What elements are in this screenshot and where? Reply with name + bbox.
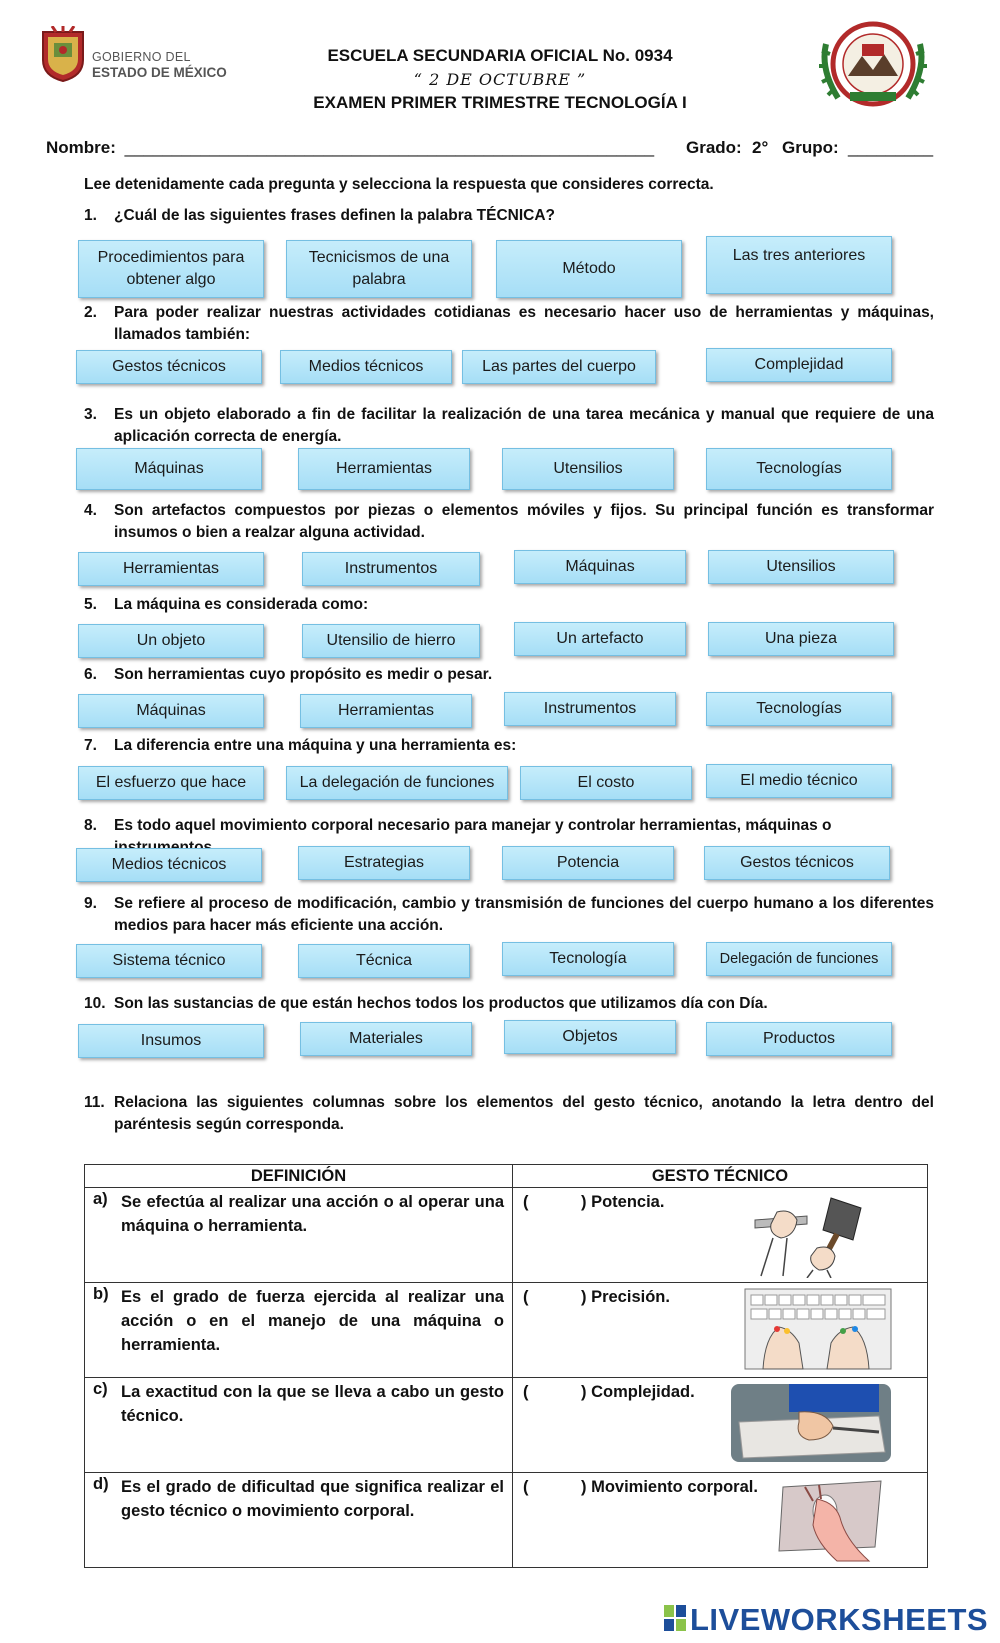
question-text: Relaciona las siguientes columnas sobre los elementos del gesto técnico, anotando la letra dentro del paréntesis según corresponda.: [114, 1094, 934, 1133]
q6-option-d[interactable]: Tecnologías: [706, 692, 892, 726]
q1-option-d[interactable]: Las tres anteriores: [706, 236, 892, 294]
question-7: [84, 735, 934, 757]
row-letter: d): [93, 1475, 109, 1493]
answer-blank[interactable]: (: [523, 1383, 529, 1401]
q3-option-a[interactable]: Máquinas: [76, 448, 262, 490]
row-letter: c): [93, 1380, 108, 1398]
row-letter: b): [93, 1285, 109, 1303]
gesture-cell: [513, 1283, 928, 1378]
grade-label: Grado:: [686, 138, 742, 157]
keyboard-hands-icon: [743, 1287, 893, 1371]
table-header-row: [85, 1165, 928, 1188]
question-number: 1.: [84, 207, 97, 224]
question-10: [84, 993, 934, 1015]
q9-option-c[interactable]: Tecnología: [502, 942, 674, 976]
definition-cell: [85, 1188, 513, 1283]
question-text: Son herramientas cuyo propósito es medir o pesar.: [114, 666, 493, 683]
question-9: [84, 893, 934, 937]
answer-blank[interactable]: (: [523, 1478, 529, 1496]
q10-option-a[interactable]: Insumos: [78, 1024, 264, 1058]
definition-cell: [85, 1473, 513, 1568]
question-number: 2.: [84, 304, 97, 321]
gesture-label: ) Potencia.: [581, 1193, 665, 1211]
question-6: [84, 664, 934, 686]
q8-option-a[interactable]: Medios técnicos: [76, 848, 262, 882]
q1-option-a[interactable]: Procedimientos para obtener algo: [78, 240, 264, 298]
gesture-cell: [513, 1188, 928, 1283]
question-1: [84, 205, 934, 227]
question-number: 9.: [84, 895, 97, 912]
q7-option-c[interactable]: El costo: [520, 766, 692, 800]
row-letter: a): [93, 1190, 108, 1208]
question-text: Son las sustancias de que están hechos todos los productos que utilizamos día con Día.: [114, 995, 768, 1012]
definition-text: La exactitud con la que se lleva a cabo un gesto técnico.: [121, 1383, 504, 1425]
question-5: [84, 594, 934, 616]
gesture-cell: [513, 1378, 928, 1473]
question-number: 3.: [84, 406, 97, 423]
q6-option-a[interactable]: Máquinas: [78, 694, 264, 728]
government-name-line1: GOBIERNO DEL: [92, 50, 191, 64]
q10-option-c[interactable]: Objetos: [504, 1020, 676, 1054]
question-text: La diferencia entre una máquina y una herramienta es:: [114, 737, 517, 754]
q4-option-d[interactable]: Utensilios: [708, 550, 894, 584]
question-text: La máquina es considerada como:: [114, 596, 369, 613]
q4-option-b[interactable]: Instrumentos: [302, 552, 480, 586]
q10-option-b[interactable]: Materiales: [300, 1022, 472, 1056]
q7-option-b[interactable]: La delegación de funciones: [286, 766, 508, 800]
q9-option-b[interactable]: Técnica: [298, 944, 470, 978]
school-name: “ 2 DE OCTUBRE ”: [413, 70, 587, 89]
sanding-hands-icon: [729, 1382, 893, 1464]
q5-option-d[interactable]: Una pieza: [708, 622, 894, 656]
question-11: [84, 1092, 934, 1136]
question-text: ¿Cuál de las siguientes frases definen la palabra TÉCNICA?: [114, 207, 556, 224]
name-field[interactable]: ________________________________________________________: [124, 138, 655, 157]
q4-option-a[interactable]: Herramientas: [78, 552, 264, 586]
question-text: Es un objeto elaborado a fin de facilitar la realización de una tarea mecánica y manual que requiere de una aplicación correcta de energía.: [114, 406, 934, 445]
liveworksheets-watermark: LIVEWORKSHEETS: [690, 1602, 989, 1637]
q7-option-a[interactable]: El esfuerzo que hace: [78, 766, 264, 800]
q8-option-b[interactable]: Estrategias: [298, 846, 470, 880]
gesture-label: ) Complejidad.: [581, 1383, 695, 1401]
question-number: 11.: [84, 1094, 105, 1111]
instructions: Lee detenidamente cada pregunta y selecciona la respuesta que consideres correcta.: [84, 176, 714, 193]
question-number: 10.: [84, 995, 106, 1012]
q4-option-c[interactable]: Máquinas: [514, 550, 686, 584]
grade-value: 2°: [752, 138, 769, 157]
q2-option-a[interactable]: Gestos técnicos: [76, 350, 262, 384]
column-header-gesture: GESTO TÉCNICO: [513, 1165, 928, 1188]
definition-text: Se efectúa al realizar una acción o al operar una máquina o herramienta.: [121, 1193, 504, 1235]
student-info-row: [46, 138, 946, 158]
q7-option-d[interactable]: El medio técnico: [706, 764, 892, 798]
question-number: 4.: [84, 502, 97, 519]
q8-option-d[interactable]: Gestos técnicos: [704, 846, 890, 880]
name-label: Nombre:: [46, 138, 116, 157]
q5-option-c[interactable]: Un artefacto: [514, 622, 686, 656]
definition-cell: [85, 1283, 513, 1378]
definition-text: Es el grado de fuerza ejercida al realizar una acción o en el manejo de una máquina o herramienta.: [121, 1288, 504, 1354]
question-number: 6.: [84, 666, 97, 683]
question-4: [84, 500, 934, 544]
gesture-label: ) Movimiento corporal.: [581, 1478, 758, 1496]
question-number: 7.: [84, 737, 97, 754]
q6-option-c[interactable]: Instrumentos: [504, 692, 676, 726]
question-text: Es todo aquel movimiento corporal necesario para manejar y controlar herramientas, máquinas o: [114, 817, 832, 834]
table-row: [85, 1473, 928, 1568]
exam-title: EXAMEN PRIMER TRIMESTRE TECNOLOGÍA I: [313, 93, 687, 112]
school-title: ESCUELA SECUNDARIA OFICIAL No. 0934: [327, 46, 673, 65]
answer-blank[interactable]: (: [523, 1288, 529, 1306]
question-text: Son artefactos compuestos por piezas o elementos móviles y fijos. Su principal función es transformar insumos o bien a realzar alguna actividad.: [114, 502, 934, 541]
table-row: [85, 1283, 928, 1378]
question-text: Para poder realizar nuestras actividades cotidianas es necesario hacer uso de herramientas y máquinas, llamados también:: [114, 304, 934, 343]
question-text: Se refiere al proceso de modificación, cambio y transmisión de funciones del cuerpo humano a los diferentes medios para hacer más eficiente una acción.: [114, 895, 934, 934]
q10-option-d[interactable]: Productos: [706, 1022, 892, 1056]
question-number: 8.: [84, 817, 97, 834]
hammer-hands-icon: [747, 1190, 877, 1278]
q3-option-d[interactable]: Tecnologías: [706, 448, 892, 490]
answer-blank[interactable]: (: [523, 1193, 529, 1211]
q1-option-b[interactable]: Tecnicismos de una palabra: [286, 240, 472, 298]
definition-text: Es el grado de dificultad que significa realizar el gesto técnico o movimiento corporal.: [121, 1478, 504, 1520]
government-name-line2: ESTADO DE MÉXICO: [92, 65, 227, 80]
definition-cell: [85, 1378, 513, 1473]
q9-option-a[interactable]: Sistema técnico: [76, 944, 262, 978]
question-3: [84, 404, 934, 448]
question-number: 5.: [84, 596, 97, 613]
school-seal: [812, 14, 934, 114]
gesture-cell: [513, 1473, 928, 1568]
q5-option-a[interactable]: Un objeto: [78, 624, 264, 658]
q3-option-c[interactable]: Utensilios: [502, 448, 674, 490]
q2-option-d[interactable]: Complejidad: [706, 348, 892, 382]
group-field[interactable]: _________: [848, 138, 934, 157]
matching-table: [84, 1164, 928, 1568]
table-row: [85, 1378, 928, 1473]
q8-option-c[interactable]: Potencia: [502, 846, 674, 880]
q2-option-c[interactable]: Las partes del cuerpo: [462, 350, 656, 384]
group-label: Grupo:: [782, 138, 839, 157]
column-header-definition: DEFINICIÓN: [85, 1165, 513, 1188]
gesture-label: ) Precisión.: [581, 1288, 670, 1306]
table-row: [85, 1188, 928, 1283]
mouse-hand-icon: [777, 1477, 887, 1563]
laurel-seal-icon: [812, 14, 934, 114]
q5-option-b[interactable]: Utensilio de hierro: [302, 624, 480, 658]
q1-option-c[interactable]: Método: [496, 240, 682, 298]
q3-option-b[interactable]: Herramientas: [298, 448, 470, 490]
q6-option-b[interactable]: Herramientas: [300, 694, 472, 728]
question-2: [84, 302, 934, 346]
q2-option-b[interactable]: Medios técnicos: [280, 350, 452, 384]
liveworksheets-logo-icon: [664, 1605, 686, 1631]
q9-option-d[interactable]: Delegación de funciones: [706, 942, 892, 976]
